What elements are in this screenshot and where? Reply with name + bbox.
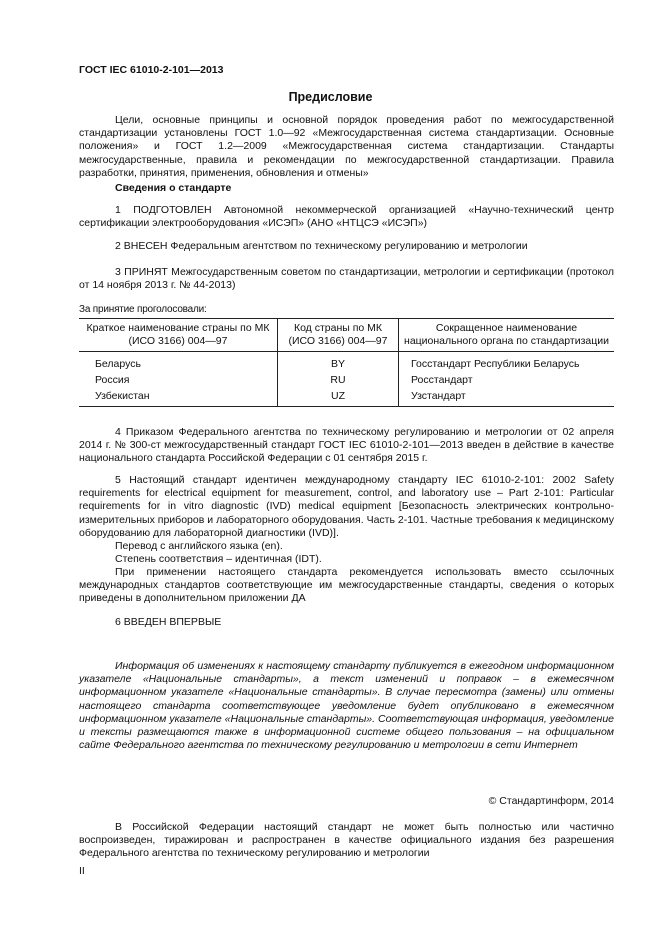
column-header-country: Краткое наименование страны по МК (ИСО 3166) 004—97 bbox=[79, 319, 278, 352]
item-5-paragraph: 5 Настоящий стандарт идентичен международному стандарту IEC 61010-2-101: 2002 Safety requirements for electrical equipment for measurement, control, and laboratory use – Part 2-101: Particular requirements for in vitro diagnostic (IVD) medical equipment [Безопасность электрических контрольно-измерительных приборов и лабораторного оборудования. Часть 2-101. Частные требования к медицинскому оборудованию для лабораторной диагностики (IVD)]. bbox=[79, 474, 614, 539]
cell-country: Россия bbox=[95, 374, 130, 386]
item-6-paragraph: 6 ВВЕДЕН ВПЕРВЫЕ bbox=[115, 616, 222, 628]
column-header-body: Сокращенное наименование национального органа по стандартизации bbox=[399, 319, 615, 352]
copyright-line: © Стандартинформ, 2014 bbox=[488, 795, 614, 807]
cell-code: BY bbox=[278, 352, 399, 373]
voting-table bbox=[79, 318, 614, 407]
table-row bbox=[79, 352, 614, 373]
translation-line: Перевод с английского языка (en). bbox=[115, 540, 283, 552]
page-number: II bbox=[79, 865, 85, 877]
column-header-code: Код страны по МК (ИСО 3166) 004—97 bbox=[278, 319, 399, 352]
item-2-paragraph: 2 ВНЕСЕН Федеральным агентством по техническому регулированию и метрологии bbox=[115, 240, 528, 252]
table-row bbox=[79, 372, 614, 388]
intro-paragraph: Цели, основные принципы и основной порядок проведения работ по межгосударственной стандартизации установлены ГОСТ 1.0—92 «Межгосударственная система стандартизации. Основные положения» и ГОСТ 1.2—2009 «Межгосударственная система стандартизации. Стандарты межгосударственные, правила и рекомендации по межгосударственной стандартизации. Правила разработки, принятия, применения, обновления и отмены» bbox=[79, 114, 614, 179]
cell-body: Росстандарт bbox=[399, 372, 615, 388]
item-1-paragraph: 1 ПОДГОТОВЛЕН Автономной некоммерческой организацией «Научно-технический центр сертификации электрооборудования «ИСЭП» (АНО «НТЦСЭ «ИСЭП») bbox=[79, 204, 614, 230]
table-row bbox=[79, 388, 614, 407]
cell-code: UZ bbox=[278, 388, 399, 407]
cell-body: Госстандарт Республики Беларусь bbox=[399, 352, 615, 373]
vote-label: За принятие проголосовали: bbox=[79, 304, 207, 315]
cell-code: RU bbox=[278, 372, 399, 388]
usage-paragraph: При применении настоящего стандарта рекомендуется использовать вместо ссылочных международных стандартов соответствующие им межгосударственные стандарты, сведения о которых приведены в дополнительном приложении ДА bbox=[79, 566, 614, 605]
changes-notice: Информация об изменениях к настоящему стандарту публикуется в ежегодном информационном указателе «Национальные стандарты», а текст изменений и поправок – в ежемесячном информационном указателе «Национальные стандарты». В случае пересмотра (замены) или отмены настоящего стандарта соответствующее уведомление будет опубликовано в ежемесячном информационном указателе «Национальные стандарты». Соответствующая информация, уведомление и тексты размещаются также в информационной системе общего пользования – на официальном сайте Федерального агентства по техническому регулированию и метрологии в сети Интернет bbox=[79, 660, 614, 752]
table-header-row bbox=[79, 319, 614, 352]
cell-country: Узбекистан bbox=[79, 388, 278, 407]
rights-paragraph: В Российской Федерации настоящий стандарт не может быть полностью или частично воспроизведен, тиражирован и распространен в качестве официального издания без разрешения Федерального агентства по техническому регулированию и метрологии bbox=[79, 821, 614, 860]
document-header: ГОСТ IEC 61010-2-101—2013 bbox=[79, 64, 224, 76]
item-4-paragraph: 4 Приказом Федерального агентства по техническому регулированию и метрологии от 02 апреля 2014 г. № 300-ст межгосударственный стандарт ГОСТ IEC 61010-2-101—2013 введен в действие в качестве национального стандарта Российской Федерации с 01 сентября 2015 г. bbox=[79, 426, 614, 465]
cell-country: Беларусь bbox=[95, 358, 141, 370]
conformity-line: Степень соответствия – идентичная (IDT). bbox=[115, 553, 322, 565]
item-3-paragraph: 3 ПРИНЯТ Межгосударственным советом по стандартизации, метрологии и сертификации (протокол от 14 ноября 2013 г. № 44-2013) bbox=[79, 266, 614, 292]
info-heading: Сведения о стандарте bbox=[115, 182, 232, 194]
cell-body: Узстандарт bbox=[399, 388, 615, 407]
page-title: Предисловие bbox=[288, 90, 373, 104]
